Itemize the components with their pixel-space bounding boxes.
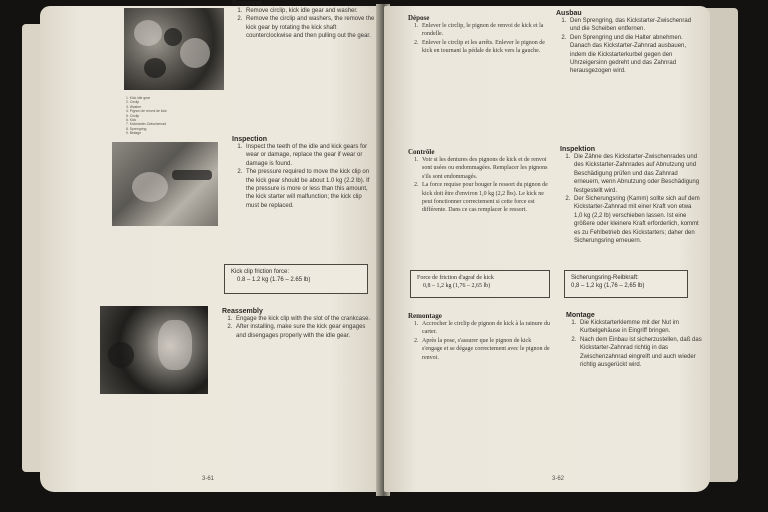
reassembly-step: 1. Engage the kick clip with the slot of the crankcase.	[234, 315, 372, 323]
german-removal-step: 1. Den Sprengring, das Kickstarter-Zwischenrad und die Scheiben entfernen.	[568, 17, 700, 34]
legend-item: 6. Kick	[126, 118, 137, 123]
german-removal-section	[556, 10, 700, 76]
legend-item: 9. Beilage	[126, 131, 142, 136]
french-reassembly-step: 2. Après la pose, s'assurer que le pignon de kick s'engage et se dégage correctement avec le pignon de renvoi.	[420, 337, 552, 362]
german-reassembly-section	[566, 312, 702, 369]
french-spec-label: Force de friction d'agraf de kick	[417, 275, 494, 281]
legend-item: 8. Sprengring	[126, 126, 147, 131]
removal-section	[232, 0, 382, 41]
right-page-number: 3-62	[552, 476, 565, 482]
inspection-step: 1. Inspect the teeth of the idle and kick gears for wear or damage, replace the gear if wear or damage is found.	[244, 143, 376, 168]
legend-item: 3. Washer	[126, 104, 142, 109]
german-spec-label: Sicherungsring-Reibkraft:	[571, 275, 639, 281]
german-reassembly-steps	[566, 319, 702, 369]
reassembly-step: 2. After installing, make sure the kick gear engages and disengages properly with the idle gear.	[234, 323, 372, 340]
german-inspection-steps	[560, 153, 700, 245]
german-inspection-step: 1. Die Zähne des Kickstarter-Zwischenrades und des Kickstarter-Zahnrades auf Abnutzung und Beschädigung prüfen und das Zahnrad erneuern, wenn Abnutzung oder Beschädigung festgestellt wird.	[572, 153, 700, 195]
french-inspection-steps	[408, 156, 552, 215]
inspection-step: 2. The pressure required to move the kick clip on the kick gear should be about 1.0 kg (2.2 lb). If the pressure is more or less than this amount, the kick starter will malfunction; the kick clip must be replaced.	[244, 168, 376, 210]
left-page	[40, 0, 382, 492]
removal-steps	[232, 7, 382, 41]
left-page-number: 3-61	[202, 476, 215, 482]
inspection-photo	[112, 142, 218, 226]
removal-step: 1. Remove circlip, kick idle gear and washer.	[244, 7, 382, 15]
german-reassembly-step: 1. Die Kickstarterklemme mit der Nut im Kurbelgehäuse in Eingriff bringen.	[578, 319, 702, 336]
french-reassembly-heading: Remontage	[408, 312, 442, 320]
reassembly-steps	[222, 315, 372, 340]
french-removal-step: 2. Enlever le circlip et les arrêts. Enlever le pignon de kick en tournant la pédale de kick vers la gauche.	[420, 39, 550, 56]
inspection-steps	[232, 143, 376, 210]
legend-item: 2. Circlip	[126, 100, 140, 105]
removal-heading: Removal	[232, 0, 262, 7]
legend-item: 7. Kickstarter-Zwischenrad	[126, 122, 167, 127]
german-inspection-section	[560, 146, 700, 245]
french-reassembly-section	[408, 312, 552, 362]
french-inspection-step: 2. La force requise pour bouger le ressort du pignon de kick doit être d'environ 1,0 kg (2,2 lbs). Le kick ne peut fonctionner correctement si cette force est différente. Dans ce cas remplacer le ressort.	[420, 181, 552, 215]
spec-value: 0.8 – 1.2 kg (1.76 – 2.65 lb)	[237, 277, 311, 283]
french-spec-box	[410, 270, 550, 298]
french-spec-value: 0,8 – 1,2 kg (1,76 – 2,65 lb)	[423, 283, 491, 289]
kick-clip-spec-box	[224, 264, 368, 294]
legend-item: 5. Circlip	[126, 113, 140, 118]
german-spec-box	[564, 270, 688, 298]
german-removal-heading: Ausbau	[556, 10, 582, 17]
french-inspection-heading: Contrôle	[408, 148, 435, 156]
french-removal-step: 1. Enlever le circlip, le pignon de renvoi de kick et la rondelle.	[420, 22, 550, 39]
right-page	[384, 6, 710, 492]
legend-item: 1. Kick idle gear	[126, 96, 151, 100]
reassembly-heading: Reassembly	[222, 308, 263, 315]
reassembly-photo	[100, 306, 208, 394]
german-reassembly-step: 2. Nach dem Einbau ist sicherzustellen, daß das Kickstarter-Zahnrad richtig in das Zwischenzahnrad eingreift und auch wieder richtig ausgerückt wird.	[578, 336, 702, 370]
german-inspection-step: 2. Der Sicherungsring (Kamm) sollte sich auf dem Kickstarter-Zahnrad mit einer Kraft von etwa 1,0 kg (2,2 lb) verschieben lassen. Ist eine größere oder kleinere Kraft erforderlich, kommt es zu Fehlbetrieb des Kickstarters; daher den Sicherungsring erneuern.	[572, 195, 700, 245]
french-removal-heading: Dépose	[408, 14, 430, 22]
legend-item: 4. Pignon de renvoi de kick	[126, 109, 167, 114]
french-removal-steps	[408, 22, 550, 56]
removal-photo	[124, 8, 224, 90]
german-spec-value: 0,8 – 1,2 kg (1,76 – 2,65 lb)	[571, 283, 645, 289]
removal-step: 2. Remove the circlip and washers, the remove the kick gear by rotating the kick shaft counterclockwise and then pulling out the gear.	[244, 15, 382, 40]
german-reassembly-heading: Montage	[566, 312, 595, 319]
photo-legend	[124, 96, 167, 136]
inspection-heading: Inspection	[232, 136, 268, 143]
reassembly-section	[222, 308, 372, 340]
french-reassembly-step: 1. Accrocher le circlip de pignon de kick à la rainure du carter.	[420, 320, 552, 337]
french-reassembly-steps	[408, 320, 552, 362]
german-inspection-heading: Inspektion	[560, 146, 596, 153]
spec-label: Kick clip friction force:	[231, 269, 290, 275]
inspection-section	[232, 136, 376, 210]
french-inspection-step: 1. Voir si les dentures des pignons de kick et de renvoi sont usées ou endommagées. Remplacer les pignons s'ils sont endommagés.	[420, 156, 552, 181]
french-removal-section	[408, 14, 550, 56]
german-removal-step: 2. Den Sprengring und die Halter abnehmen. Danach das Kickstarter-Zahnrad ausbauen, indem die Kickstarterkurbel gegen den Uhrzeigersinn gedreht und das Zahnrad herausgezogen wird.	[568, 34, 700, 76]
french-inspection-section	[408, 148, 552, 215]
german-removal-steps	[556, 17, 700, 76]
